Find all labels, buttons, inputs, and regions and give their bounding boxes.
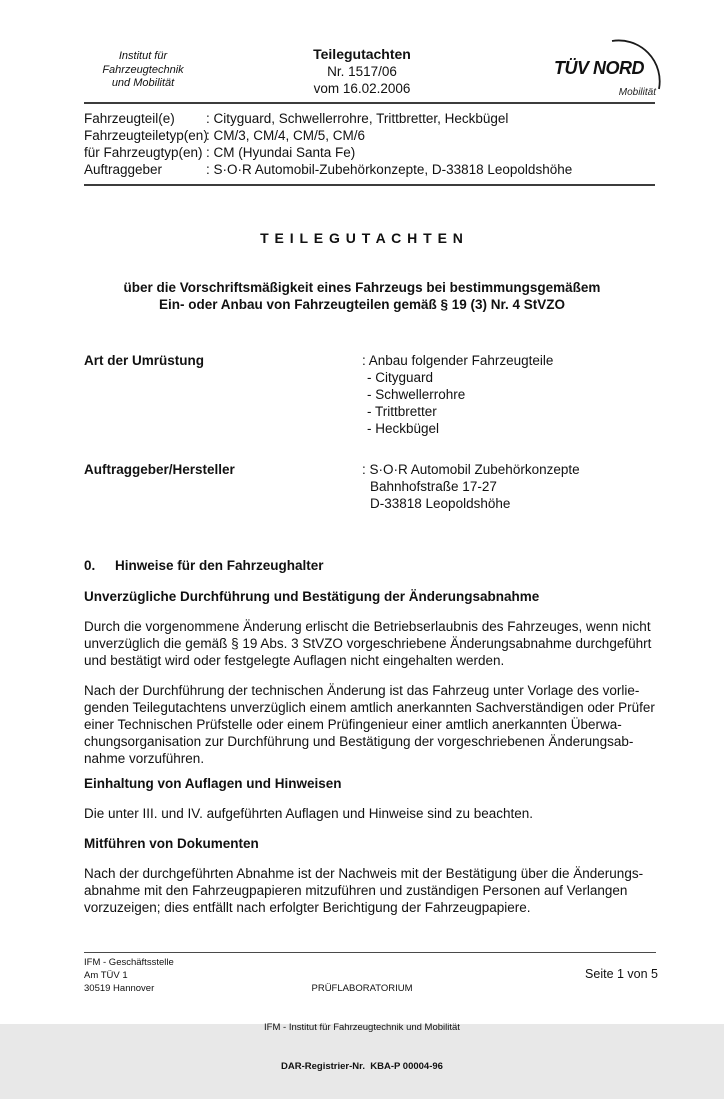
info-label: Auftraggeber [84,162,163,177]
hersteller-label: Auftraggeber/Hersteller [84,462,235,477]
footer-lab-line: IFM - Institut für Fahrzeugtechnik und Mobilität [264,1022,460,1033]
paragraph-line: chungsorganisation zur Durchführung und Bestätigung der vorgeschriebenen Änderungsab- [84,734,634,749]
umruestung-item: - Trittbretter [367,404,437,419]
paragraph-line: abnahme mit den Fahrzeugpapieren mitzuführen und zuständigen Personen auf Verlangen [84,883,628,898]
info-label: für Fahrzeugtyp(en) [84,145,203,160]
umruestung-item: - Schwellerrohre [367,387,466,402]
umruestung-label: Art der Umrüstung [84,353,205,368]
hersteller-row [84,461,664,478]
info-value: : S·O·R Automobil-Zubehörkonzepte, D-33818 Leopoldshöhe [206,162,573,177]
document-date: vom 16.02.2006 [313,81,411,96]
subheading-dokumente: Mitführen von Dokumenten [84,836,259,851]
info-label: Fahrzeugteiletyp(en) [84,128,208,143]
info-value: : CM/3, CM/4, CM/5, CM/6 [206,128,366,143]
section-number: 0. [84,558,96,573]
paragraph-3: Die unter III. und IV. aufgeführten Auflagen und Hinweise sind zu beachten. [84,806,534,821]
vehicle-info-block [84,110,664,178]
footer-registry-number: DAR-Registrier-Nr. KBA-P 00004-96 [281,1061,443,1072]
footer-address-line: IFM - Geschäftsstelle [84,957,174,968]
paragraph-line: Durch die vorgenommene Änderung erlischt die Betriebserlaubnis des Fahrzeuges, wenn nicht [84,619,651,634]
paragraph-line: Nach der durchgeführten Abnahme ist der Nachweis mit der Bestätigung über die Änderungs- [84,866,644,881]
subheading-auflagen: Einhaltung von Auflagen und Hinweisen [84,776,342,791]
institute-line: Institut für [118,50,168,62]
paragraph-line: einer Technischen Prüfstelle oder einem Prüfingenieur einer amtlich anerkannten Überwa- [84,717,622,732]
paragraph-1 [84,618,662,669]
subtitle [0,279,724,313]
info-row [84,110,664,127]
umruestung-item: - Heckbügel [367,421,440,436]
subtitle-line: über die Vorschriftsmäßigkeit eines Fahrzeugs bei bestimmungsgemäßem [123,280,601,295]
details-block [84,352,664,512]
tuev-nord-logo [552,36,668,104]
info-row [84,144,664,161]
institute-line: und Mobilität [111,77,175,89]
paragraph-line: genden Teilegutachtens unverzüglich einem amtlich anerkannten Sachverständigen oder Prüfer [84,700,655,715]
paragraph-line: und bestätigt wird oder festgelegte Auflagen nicht eingehalten werden. [84,653,505,668]
hersteller-value: : S·O·R Automobil Zubehörkonzepte [362,462,580,477]
logo-division-text: Mobilität [618,87,656,98]
hersteller-address-line: D-33818 Leopoldshöhe [370,496,511,511]
paragraph-4 [84,865,662,916]
umruestung-value: : Anbau folgender Fahrzeugteile [362,353,554,368]
umruestung-row [84,352,664,369]
footer-address-line: Am TÜV 1 [84,970,128,981]
page-number: Seite 1 von 5 [585,967,658,981]
paragraph-line: nahme vorzuführen. [84,751,205,766]
info-label: Fahrzeugteil(e) [84,111,175,126]
subtitle-line: Ein- oder Anbau von Fahrzeugteilen gemäß § 19 (3) Nr. 4 StVZO [158,297,566,312]
institute-line: Fahrzeugtechnik [102,63,184,76]
info-value: : Cityguard, Schwellerrohre, Trittbretter, Heckbügel [206,111,509,126]
main-title: T E I L E G U T A C H T E N [260,230,464,246]
logo-brand-text: TÜV NORD [554,58,644,78]
section-0-heading [84,557,662,574]
document-type: Teilegutachten [313,46,411,62]
footer-address-line: 30519 Hannover [84,983,155,994]
info-row [84,127,664,144]
paragraph-2 [84,682,662,767]
footer-lab-line: PRÜFLABORATORIUM [311,983,413,994]
umruestung-item: - Cityguard [367,370,434,385]
info-divider [84,184,655,186]
section-heading-text: Hinweise für den Fahrzeughalter [115,558,324,573]
paragraph-line: Nach der Durchführung der technischen Änderung ist das Fahrzeug unter Vorlage des vorlie- [84,683,640,698]
subheading-aenderungsabnahme: Unverzügliche Durchführung und Bestätigung der Änderungsabnahme [84,589,540,604]
paragraph-line: unverzüglich die gemäß § 19 Abs. 3 StVZO vorgeschriebene Änderungsabnahme durchgeführt [84,636,652,651]
section-0 [84,557,662,916]
hersteller-address-line: Bahnhofstraße 17-27 [370,479,497,494]
info-row [84,161,664,178]
paragraph-line: vorzuzeigen; dies entfällt nach erfolgter Berichtigung der Fahrzeugpapiere. [84,900,531,915]
info-value: : CM (Hyundai Santa Fe) [206,145,356,160]
document-number: Nr. 1517/06 [327,64,397,79]
footer-divider [84,952,656,953]
header-divider [84,102,655,104]
